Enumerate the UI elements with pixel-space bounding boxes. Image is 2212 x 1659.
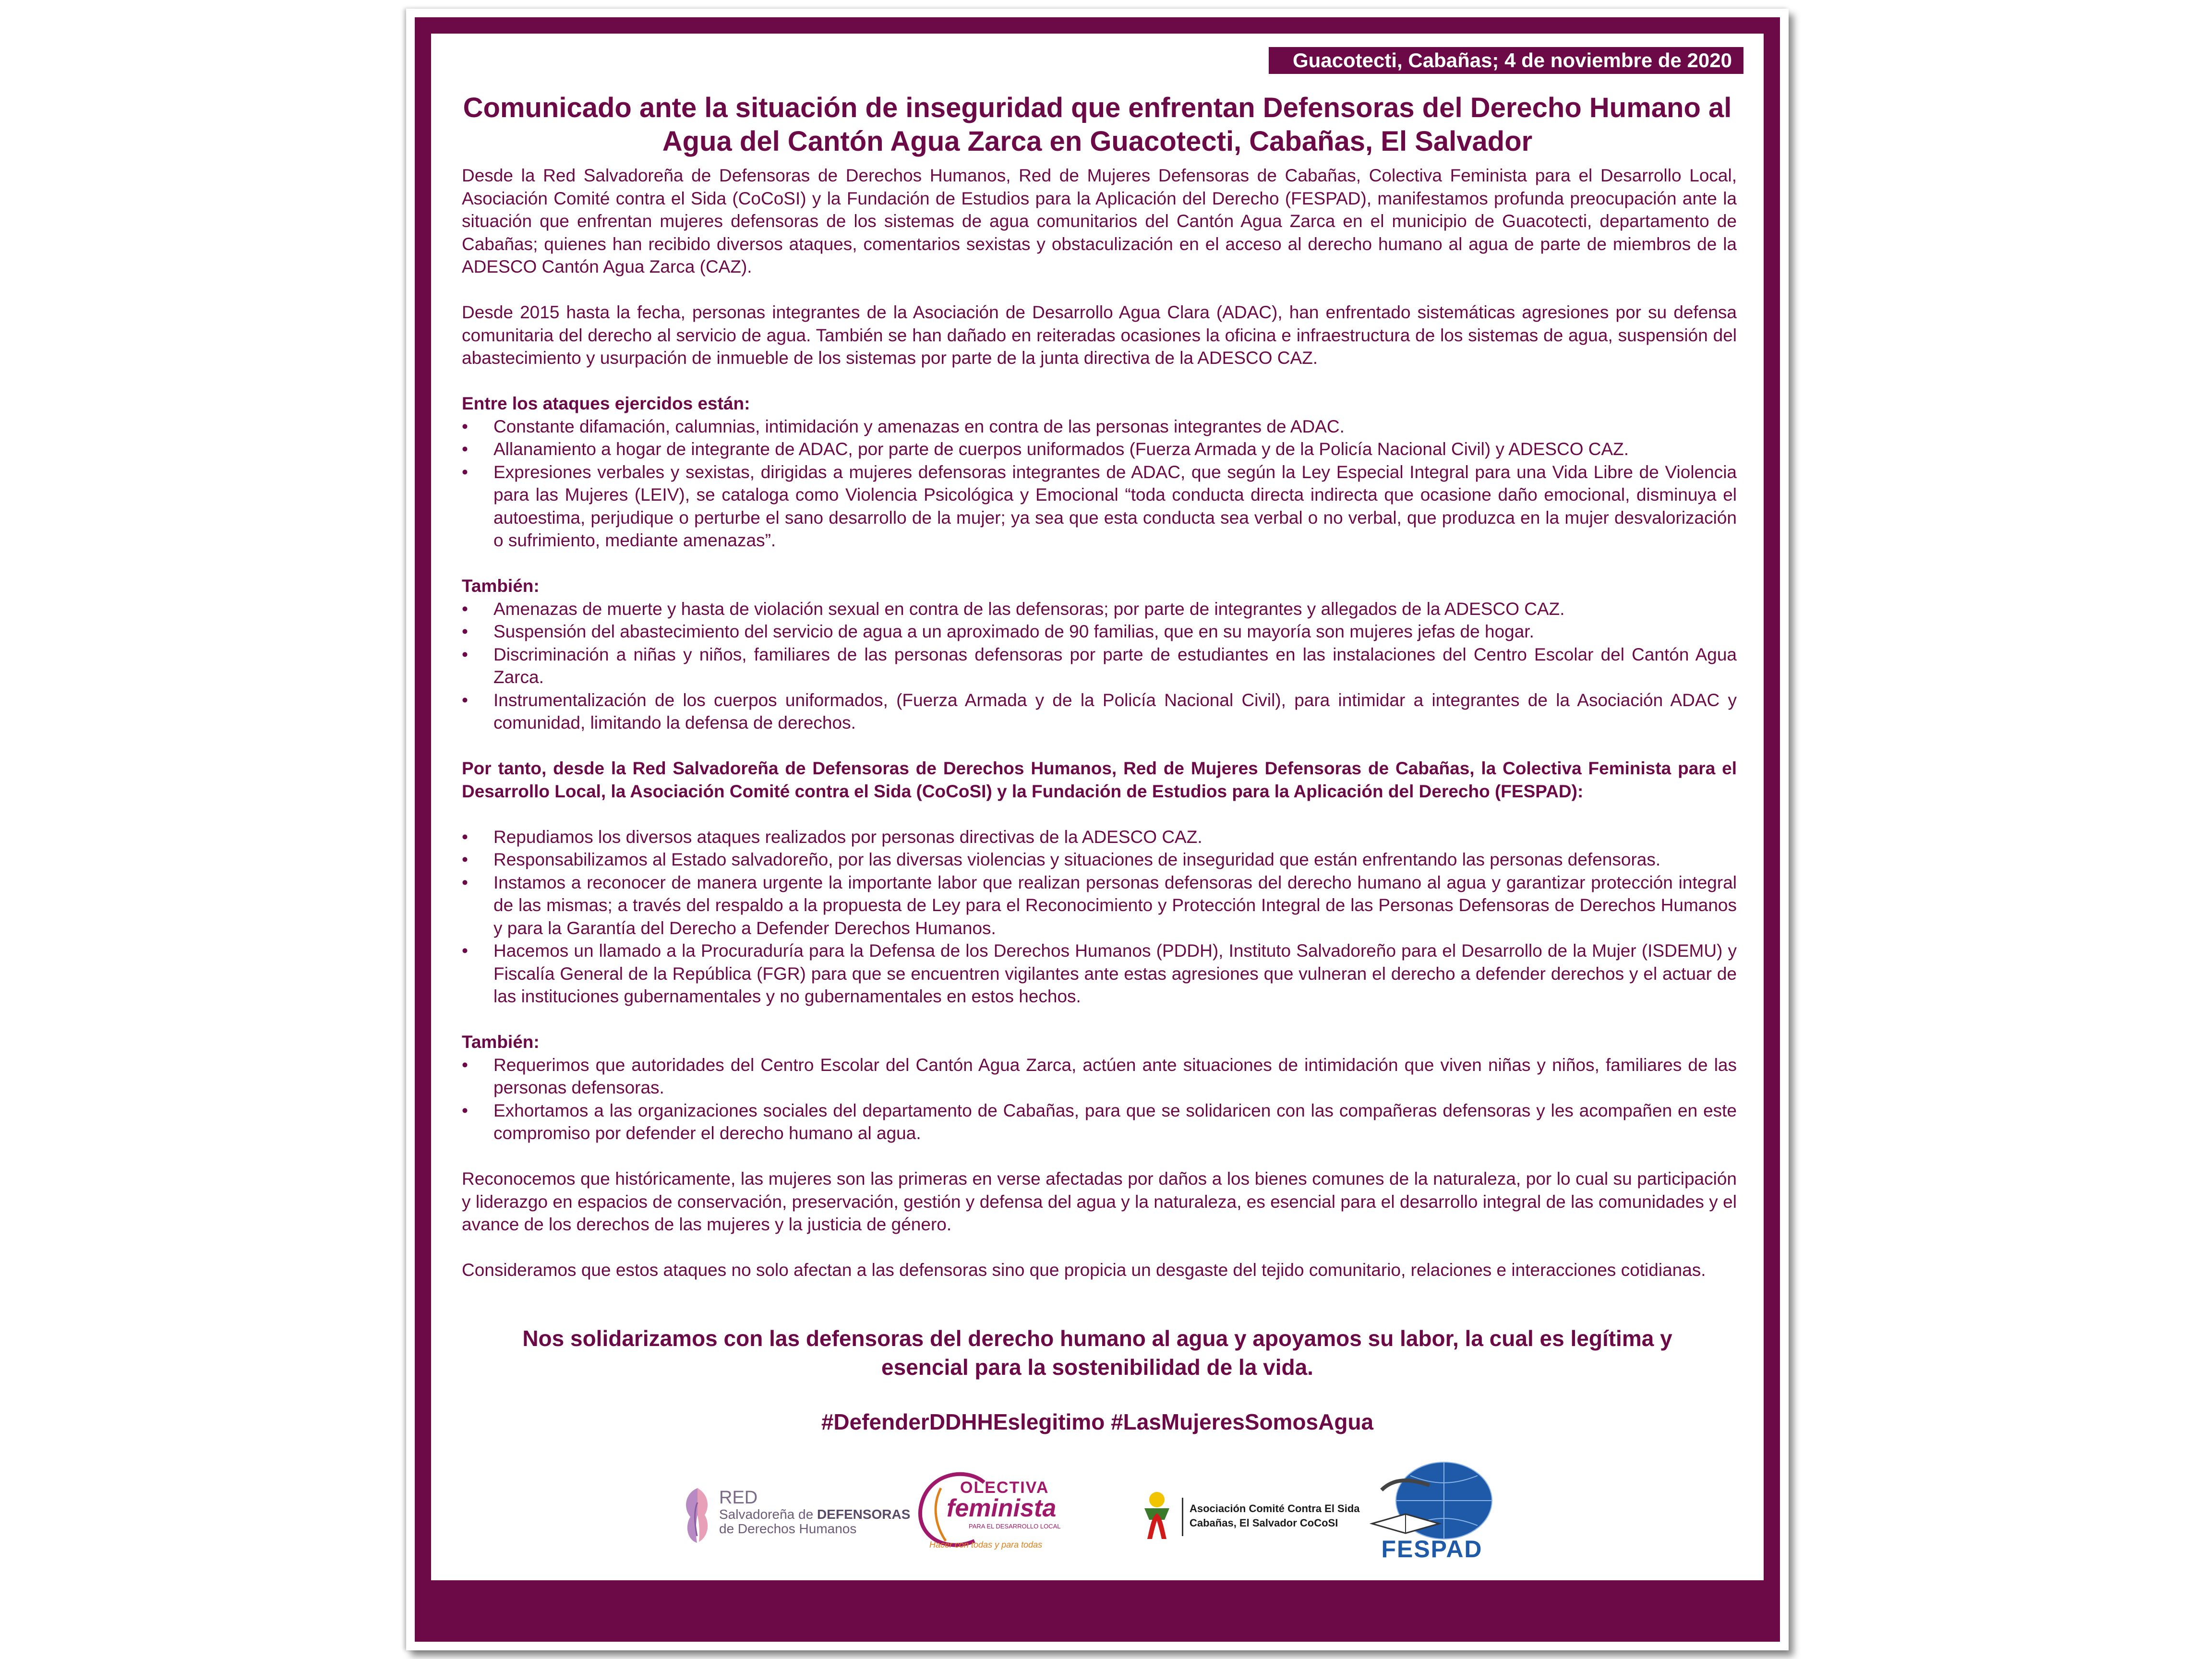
red-logo-line2 <box>719 1507 910 1522</box>
also-list-1 <box>462 598 1737 734</box>
also-heading-1: También: <box>462 576 540 596</box>
list-item <box>462 438 1737 461</box>
list-item-text: Repudiamos los diversos ataques realizados por personas directivas de la ADESCO CAZ. <box>493 827 1202 847</box>
list-item-text: Responsabilizamos al Estado salvadoreño, por las diversas violencias y situaciones de inseguridad que están enfrentando las personas defensoras. <box>493 850 1661 869</box>
bullet-glyph: • <box>462 872 468 892</box>
hashtags: #DefenderDDHHEslegitimo #LasMujeresSomosAgua <box>821 1409 1374 1434</box>
bullet-glyph: • <box>462 644 468 664</box>
list-item <box>462 415 1737 438</box>
list-item <box>462 826 1737 849</box>
bullet-glyph: • <box>462 1100 468 1120</box>
document-body <box>462 164 1737 1304</box>
logos-row <box>431 1450 1764 1570</box>
colectiva-logo-line2: feminista <box>947 1494 1057 1522</box>
list-item-text: Hacemos un llamado a la Procuraduría para la Defensa de los Derechos Humanos (PDDH), Instituto Salvadoreño para el Desarrollo de la Mujer (ISDEMU) y Fiscalía General de la República (FGR) para que se encuentren vigilantes ante estas agresiones que vulneran el derecho a defender derechos y el actuar de las instituciones gubernamentales y no gubernamentales en estos hechos. <box>493 941 1737 1006</box>
list-item-text: Suspensión del abastecimiento del servicio de agua a un aproximado de 90 familias, que en su mayoría son mujeres jefas de hogar. <box>493 622 1534 641</box>
cocosi-logo-text <box>1190 1502 1360 1530</box>
red-logo-line3: de Derechos Humanos <box>719 1521 857 1536</box>
fespad-logo <box>1362 1456 1502 1562</box>
bullet-glyph: • <box>462 1055 468 1075</box>
bullet-glyph: • <box>462 690 468 710</box>
cocosi-logo <box>1138 1489 1358 1542</box>
list-item <box>462 598 1737 621</box>
list-item <box>462 1054 1737 1099</box>
red-logo-line2-bold: DEFENSORAS <box>817 1507 911 1522</box>
bullet-glyph: • <box>462 827 468 847</box>
list-item-text: Constante difamación, calumnias, intimidación y amenazas en contra de las personas integrantes de ADAC. <box>493 416 1345 436</box>
cocosi-logo-line1: Asociación Comité Contra El Sida <box>1190 1503 1360 1515</box>
recognition-paragraph: Reconocemos que históricamente, las mujeres son las primeras en verse afectadas por daños a los bienes comunes de la naturaleza, por lo cual su participación y liderazgo en espacios de conservación, preservación, gestión y defensa del agua y la naturaleza, es esencial para el desarrollo integral de las comunidades y el avance de los derechos de las mujeres y la justicia de género. <box>462 1169 1737 1234</box>
list-item-text: Expresiones verbales y sexistas, dirigidas a mujeres defensoras integrantes de ADAC, que según la Ley Especial Integral para una Vida Libre de Violencia para las Mujeres (LEIV), se cataloga como Violencia Psicológica y Emocional “toda conducta directa indirecta que ocasione daño emocional, disminuya el autoestima, perjudique o perturbe el sano desarrollo de la mujer; ya sea que esta conducta sea verbal o no verbal, que produzca en la mujer desvalorización o sufrimiento, mediante amenazas”. <box>493 462 1737 550</box>
list-item-text: Amenazas de muerte y hasta de violación sexual en contra de las defensoras; por parte de integrantes y allegados de la ADESCO CAZ. <box>493 599 1565 619</box>
attacks-list <box>462 415 1737 552</box>
bullet-glyph: • <box>462 462 468 482</box>
list-item-text: Exhortamos a las organizaciones sociales del departamento de Cabañas, para que se solidaricen con las compañeras defensoras y les acompañen en este compromiso por defender el derecho humano al agua. <box>493 1100 1737 1143</box>
context-paragraph: Desde 2015 hasta la fecha, personas integrantes de la Asociación de Desarrollo Agua Clara (ADAC), han enfrentado sistemáticas agresiones por su defensa comunitaria del derecho al servicio de agua. También se han dañado en reiteradas ocasiones la oficina e infraestructura de los sistemas de agua, suspensión del abastecimiento y usurpación de inmueble de los sistemas por parte de la junta directiva de la ADESCO CAZ. <box>462 302 1737 368</box>
bullet-glyph: • <box>462 622 468 641</box>
bullet-glyph: • <box>462 850 468 869</box>
document-panel <box>431 34 1764 1580</box>
list-item <box>462 1099 1737 1145</box>
red-logo-line2-prefix: Salvadoreña de <box>719 1507 817 1522</box>
bullet-glyph: • <box>462 941 468 961</box>
colectiva-feminista-logo <box>912 1469 1066 1560</box>
list-item <box>462 848 1737 871</box>
list-item <box>462 643 1737 689</box>
demands-list <box>462 826 1737 1008</box>
date-badge: Guacotecti, Cabañas; 4 de noviembre de 2020 <box>1269 47 1743 74</box>
list-item <box>462 871 1737 940</box>
therefore-paragraph: Por tanto, desde la Red Salvadoreña de Defensoras de Derechos Humanos, Red de Mujeres Defensoras de Cabañas, la Colectiva Feminista para el Desarrollo Local, la Asociación Comité contra el Sida (CoCoSI) y la Fundación de Estudios para la Aplicación del Derecho (FESPAD): <box>462 758 1737 801</box>
solidarity-statement: Nos solidarizamos con las defensoras del derecho humano al agua y apoyamos su labor, la cual es legítima y esencial para la sostenibilidad de la vida. <box>522 1326 1672 1380</box>
list-item-text: Instamos a reconocer de manera urgente la importante labor que realizan personas defensoras del derecho humano al agua y garantizar protección integral de las mismas; a través del respaldo a la propuesta de Ley para el Reconocimiento y Protección Integral de las Personas Defensoras de Derechos Humanos y para la Garantía del Derecho a Defender Derechos Humanos. <box>493 872 1737 938</box>
fespad-logo-name: FESPAD <box>1381 1536 1483 1563</box>
document-title: Comunicado ante la situación de inseguridad que enfrentan Defensoras del Derecho Humano al Agua del Cantón Agua Zarca en Guacotecti, Cabañas, El Salvador <box>463 92 1732 157</box>
attacks-heading: Entre los ataques ejercidos están: <box>462 394 750 413</box>
awareness-ribbon-icon <box>1138 1489 1176 1542</box>
bullet-glyph: • <box>462 416 468 436</box>
red-logo-line1: RED <box>719 1488 758 1508</box>
cocosi-logo-divider <box>1182 1498 1183 1536</box>
colectiva-logo-line3: PARA EL DESARROLLO LOCAL <box>969 1523 1061 1530</box>
also-heading-2: También: <box>462 1032 540 1052</box>
consider-paragraph: Consideramos que estos ataques no solo afectan a las defensoras sino que propicia un desgaste del tejido comunitario, relaciones e interacciones cotidianas. <box>462 1260 1706 1280</box>
list-item <box>462 939 1737 1008</box>
bullet-glyph: • <box>462 439 468 459</box>
list-item <box>462 620 1737 643</box>
intro-paragraph: Desde la Red Salvadoreña de Defensoras de Derechos Humanos, Red de Mujeres Defensoras de Cabañas, Colectiva Feminista para el Desarrollo Local, Asociación Comité contra el Sida (CoCoSI) y la Fundación de Estudios para la Aplicación del Derecho (FESPAD), manifestamos profunda preocupación ante la situación que enfrentan mujeres defensoras de los sistemas de agua comunitarios del Cantón Agua Zarca en el municipio de Guacotecti, departamento de Cabañas; quienes han recibido diversos ataques, comentarios sexistas y obstaculización en el acceso al derecho humano al agua de parte de miembros de la ADESCO Cantón Agua Zarca (CAZ). <box>462 166 1737 276</box>
also-list-2 <box>462 1054 1737 1145</box>
bullet-glyph: • <box>462 599 468 619</box>
colectiva-logo-line1: OLECTIVA <box>960 1479 1049 1497</box>
cocosi-logo-line2: Cabañas, El Salvador CoCoSI <box>1190 1517 1338 1529</box>
red-logo-text <box>719 1488 910 1536</box>
list-item-text: Allanamiento a hogar de integrante de ADAC, por parte de cuerpos uniformados (Fuerza Armada y de la Policía Nacional Civil) y ADESCO CAZ. <box>493 439 1629 459</box>
butterfly-icon <box>681 1483 714 1546</box>
list-item <box>462 461 1737 552</box>
list-item-text: Instrumentalización de los cuerpos uniformados, (Fuerza Armada y de la Policía Nacional Civil), para intimidar a integrantes de la Asociación ADAC y comunidad, limitando la defensa de derechos. <box>493 690 1737 733</box>
list-item <box>462 689 1737 734</box>
red-defensoras-logo <box>681 1479 911 1551</box>
colectiva-logo-tagline: Hacer con todas y para todas <box>929 1540 1043 1550</box>
list-item-text: Discriminación a niñas y niños, familiares de las personas defensoras por parte de estudiantes en las instalaciones del Centro Escolar del Cantón Agua Zarca. <box>493 644 1737 687</box>
list-item-text: Requerimos que autoridades del Centro Escolar del Cantón Agua Zarca, actúen ante situaciones de intimidación que viven niñas y niños, familiares de las personas defensoras. <box>493 1055 1737 1097</box>
globe-book-icon <box>1362 1456 1502 1543</box>
